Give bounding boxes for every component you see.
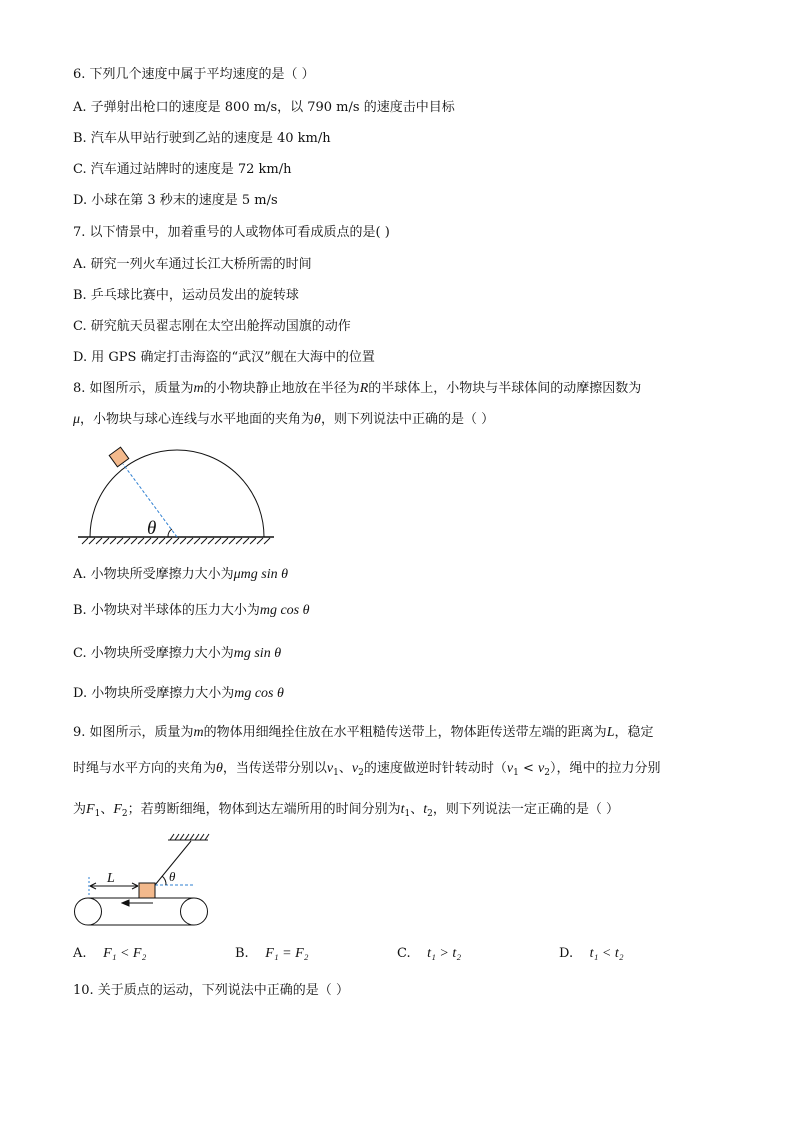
q9-stem-line-3: 为$F_1$、$F_2$；若剪断细绳，物体到达左端所用的时间分别为$t_1$、$t_2$，则下列说法一定正确的是（ ） bbox=[73, 802, 620, 819]
q6-option-d: D. 小球在第 3 秒末的速度是 5 m/s bbox=[73, 193, 278, 208]
ceiling-hatch bbox=[170, 834, 209, 840]
q9-option-c: C. t₁ > t₂ bbox=[397, 946, 462, 961]
small-block bbox=[109, 447, 129, 467]
q9-figure-theta-label: θ bbox=[169, 869, 176, 884]
q6-option-a: A. 子弹射出枪口的速度是 800 m/s，以 790 m/s 的速度击中目标 bbox=[73, 100, 455, 115]
q8-stem-line-2: μ，小物块与球心连线与水平地面的夹角为θ，则下列说法中正确的是（ ） bbox=[73, 412, 495, 427]
right-roller bbox=[181, 898, 208, 925]
q9-option-b: B. F₁ = F₂ bbox=[235, 946, 309, 961]
q6-option-c: C. 汽车通过站牌时的速度是 72 km/h bbox=[73, 162, 292, 177]
left-roller bbox=[75, 898, 102, 925]
q9-stem-line-1: 9. 如图所示，质量为m的物体用细绳拴住放在水平粗糙传送带上，物体距传送带左端的距离为L，稳定 bbox=[73, 725, 654, 740]
q6-stem: 6. 下列几个速度中属于平均速度的是（ ） bbox=[73, 67, 315, 82]
q6-option-b: B. 汽车从甲站行驶到乙站的速度是 40 km/h bbox=[73, 131, 331, 146]
q10-stem: 10. 关于质点的运动，下列说法中正确的是（ ） bbox=[73, 983, 349, 998]
q8-stem-line-1: 8. 如图所示，质量为m的小物块静止地放在半径为R的半球体上，小物块与半球体间的动摩擦因数为 bbox=[73, 381, 642, 396]
q9-option-d: D. t₁ < t₂ bbox=[559, 946, 624, 961]
q8-figure-theta-label: θ bbox=[147, 518, 157, 539]
q9-option-a: A. F₁ < F₂ bbox=[73, 946, 147, 961]
q8-hemisphere-figure bbox=[74, 440, 284, 552]
q7-option-a: A. 研究一列火车通过长江大桥所需的时间 bbox=[73, 257, 312, 272]
q7-option-b: B. 乒乓球比赛中，运动员发出的旋转球 bbox=[73, 288, 299, 303]
q8-option-b: B. 小物块对半球体的压力大小为mg cos θ bbox=[73, 603, 310, 618]
q7-stem: 7. 以下情景中，加着重号的人或物体可看成质点的是( ) bbox=[73, 225, 390, 240]
q9-figure-distance-label: L bbox=[107, 871, 115, 886]
q9-conveyor-figure bbox=[70, 832, 215, 932]
q8-option-c: C. 小物块所受摩擦力大小为mg sin θ bbox=[73, 646, 282, 661]
q7-option-d: D. 用 GPS 确定打击海盗的“武汉”舰在大海中的位置 bbox=[73, 350, 375, 365]
q9-stem-line-2: 时绳与水平方向的夹角为θ，当传送带分别以$v_1$、$v_2$的速度做逆时针转动时$(v_1 < v_2)$，绳中的拉力分别 bbox=[73, 761, 661, 778]
q8-option-a: A. 小物块所受摩擦力大小为μmg sin θ bbox=[73, 567, 289, 582]
q7-option-c: C. 研究航天员翟志刚在太空出舱挥动国旗的动作 bbox=[73, 319, 351, 334]
q8-option-d: D. 小物块所受摩擦力大小为mg cos θ bbox=[73, 686, 284, 701]
conveyor-block bbox=[139, 883, 155, 898]
belt-motion-arrow-head bbox=[122, 900, 129, 906]
ground-hatch bbox=[82, 538, 270, 544]
theta-angle-arc bbox=[168, 529, 172, 537]
theta-angle-arc bbox=[162, 876, 166, 885]
